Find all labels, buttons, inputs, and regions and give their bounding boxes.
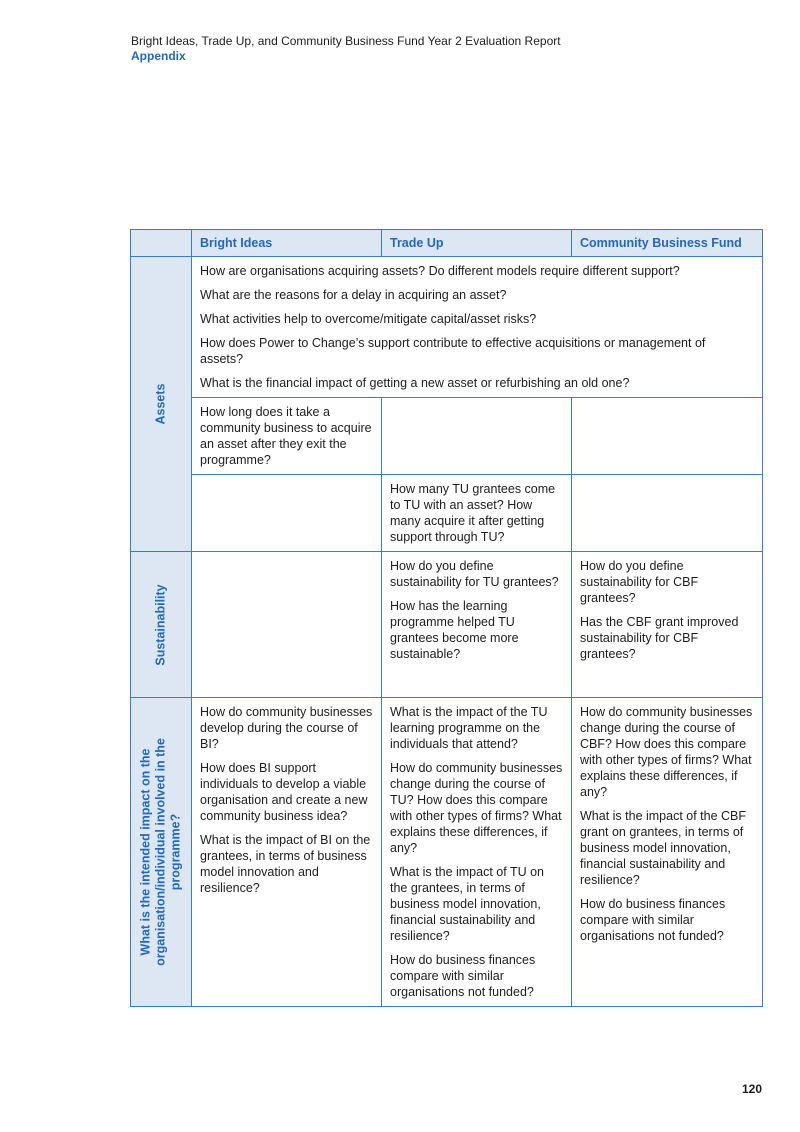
page-number: 120 bbox=[741, 1082, 762, 1096]
question: How are organisations acquiring assets? Do different models require different support? bbox=[200, 264, 680, 278]
question: How do community businesses change during the course of TU? How does this compare with other types of firms? What explains these differences, if any? bbox=[390, 761, 563, 855]
impact-tu-cell bbox=[382, 698, 572, 1007]
assets-bi-cell-empty bbox=[192, 475, 382, 552]
corner-cell bbox=[131, 230, 192, 257]
question: How many TU grantees come to TU with an asset? How many acquire it after getting support through TU? bbox=[390, 482, 556, 544]
assets-shared-questions bbox=[192, 257, 763, 398]
impact-label-line: organisation/individual involved in the bbox=[153, 738, 168, 966]
question: How has the learning programme helped TU grantees become more sustainable? bbox=[390, 599, 519, 661]
table-row-sustainability bbox=[131, 552, 763, 698]
table-row-assets-bi bbox=[131, 398, 763, 475]
question: What is the impact of the CBF grant on grantees, in terms of business model innovation, financial sustainability and resilience? bbox=[580, 809, 747, 887]
question: What are the reasons for a delay in acquiring an asset? bbox=[200, 288, 507, 302]
assets-cbf-cell-empty bbox=[572, 475, 763, 552]
sustainability-cbf-cell bbox=[572, 552, 763, 698]
sustainability-label: Sustainability bbox=[153, 583, 168, 666]
assets-cbf-cell-empty bbox=[572, 398, 763, 475]
column-header-community-business-fund: Community Business Fund bbox=[572, 230, 763, 257]
question: How do you define sustainability for CBF grantees? bbox=[580, 559, 699, 605]
question: What is the impact of TU on the grantees, in terms of business model innovation, financial sustainability and resilience? bbox=[390, 865, 544, 943]
table-row-assets-tu bbox=[131, 475, 763, 552]
question: What is the financial impact of getting a new asset or refurbishing an old one? bbox=[200, 376, 630, 390]
row-header-assets bbox=[131, 257, 192, 552]
assets-label: Assets bbox=[153, 383, 168, 425]
question: How do business finances compare with similar organisations not funded? bbox=[580, 897, 726, 943]
report-title: Bright Ideas, Trade Up, and Community Business Fund Year 2 Evaluation Report bbox=[131, 34, 561, 48]
table-row-assets-shared bbox=[131, 257, 763, 398]
question: What is the impact of the TU learning programme on the individuals that attend? bbox=[390, 705, 548, 751]
impact-label-line: What is the intended impact on the bbox=[138, 748, 153, 956]
impact-label bbox=[139, 738, 184, 966]
assets-tu-cell bbox=[382, 475, 572, 552]
question: How does BI support individuals to develop a viable organisation and create a new community business idea? bbox=[200, 761, 368, 823]
question: What is the impact of BI on the grantees, in terms of business model innovation and resilience? bbox=[200, 833, 371, 895]
question: Has the CBF grant improved sustainability for CBF grantees? bbox=[580, 615, 739, 661]
assets-bi-cell bbox=[192, 398, 382, 475]
row-header-impact bbox=[131, 698, 192, 1007]
question: How long does it take a community business to acquire an asset after they exit the programme? bbox=[200, 405, 372, 467]
sustainability-tu-cell bbox=[382, 552, 572, 698]
impact-cbf-cell bbox=[572, 698, 763, 1007]
question: How does Power to Change’s support contribute to effective acquisitions or management of assets? bbox=[200, 336, 706, 366]
question: How do community businesses develop during the course of BI? bbox=[200, 705, 373, 751]
table-row-impact bbox=[131, 698, 763, 1007]
running-header bbox=[131, 34, 561, 64]
question: How do business finances compare with similar organisations not funded? bbox=[390, 953, 536, 999]
question: What activities help to overcome/mitigate capital/asset risks? bbox=[200, 312, 537, 326]
question: How do community businesses change during the course of CBF? How does this compare with other types of firms? What explains these differences, if any? bbox=[580, 705, 753, 799]
evaluation-questions-table bbox=[130, 229, 763, 1007]
column-header-trade-up: Trade Up bbox=[382, 230, 572, 257]
impact-label-line: programme? bbox=[168, 813, 183, 891]
table-header-row bbox=[131, 230, 763, 257]
question: How do you define sustainability for TU grantees? bbox=[390, 559, 559, 589]
column-header-bright-ideas: Bright Ideas bbox=[192, 230, 382, 257]
assets-tu-cell-empty bbox=[382, 398, 572, 475]
impact-bi-cell bbox=[192, 698, 382, 1007]
sustainability-bi-cell-empty bbox=[192, 552, 382, 698]
row-header-sustainability bbox=[131, 552, 192, 698]
section-name: Appendix bbox=[131, 49, 186, 63]
